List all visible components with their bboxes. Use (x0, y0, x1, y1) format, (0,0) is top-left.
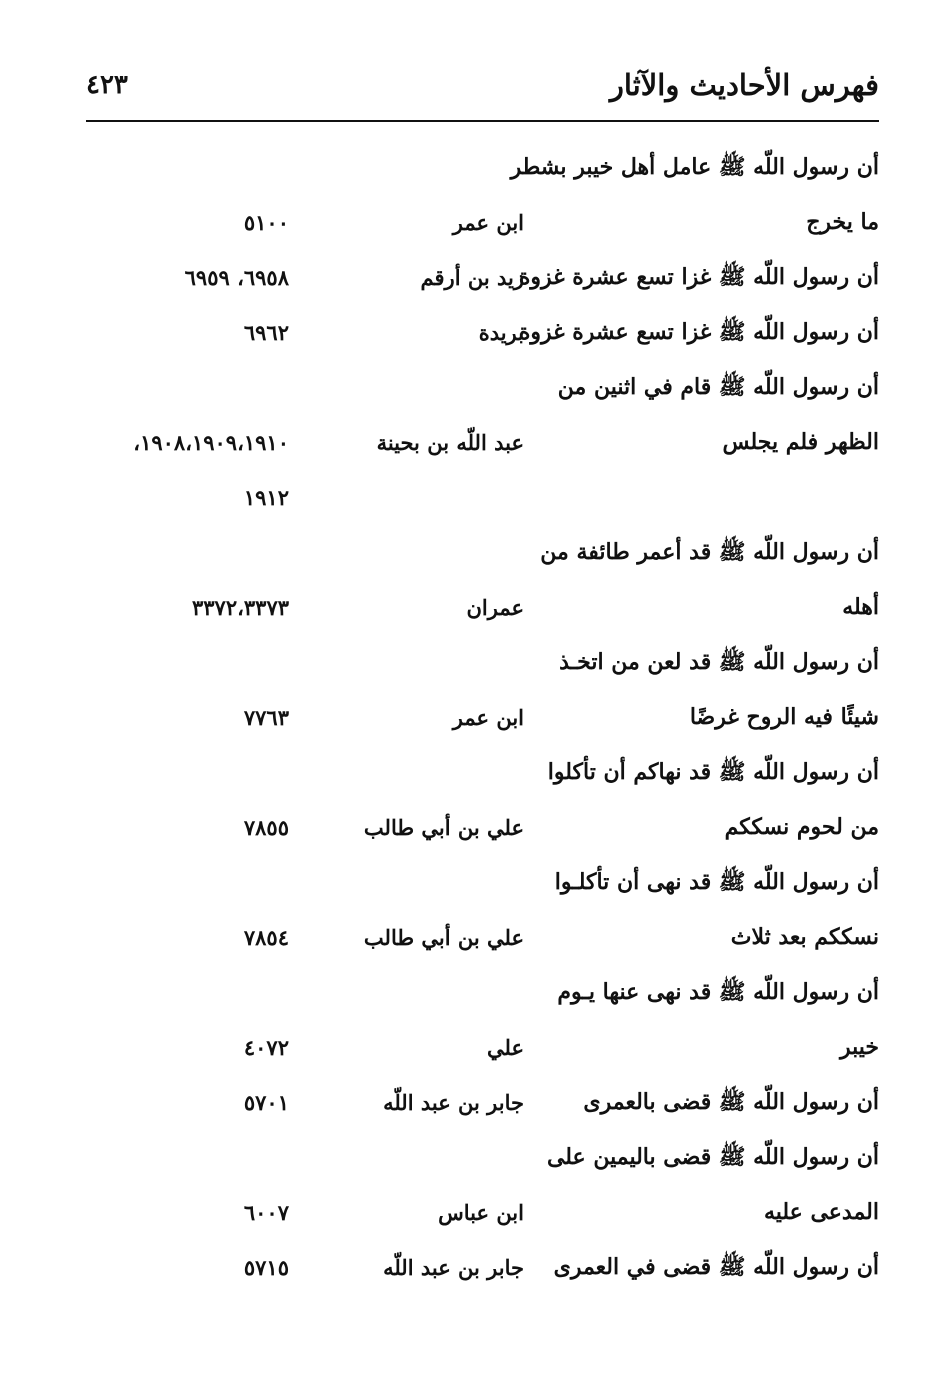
hadith-text: أهله (842, 594, 879, 620)
narrator-name: بريدة (478, 320, 524, 345)
hadith-numbers: ٥١٠٠ (243, 210, 289, 235)
hadith-numbers: ٣٣٧٢،٣٣٧٣ (191, 595, 289, 620)
narrator-name: عمران (466, 595, 524, 620)
index-entry-row (86, 360, 879, 415)
hadith-numbers: ٦٩٥٨، ٦٩٥٩ (184, 265, 289, 290)
index-entry-row (86, 525, 879, 580)
index-entry-row (86, 305, 879, 360)
index-entry-row (86, 195, 879, 250)
hadith-numbers: ٤٠٧٢ (243, 1035, 289, 1060)
hadith-text: أن رسول اللّه ﷺ قضى باليمين على (546, 1144, 879, 1170)
hadith-text: أن رسول اللّه ﷺ قد أعمر طائفة من (540, 539, 879, 565)
hadith-text: أن رسول اللّه ﷺ قد لعن من اتخـذ (559, 649, 879, 675)
hadith-text: المدعى عليه (763, 1199, 879, 1225)
index-entry-row (86, 1075, 879, 1130)
index-entry-row (86, 1020, 879, 1075)
hadith-text: أن رسول اللّه ﷺ قد نهى عنها يـوم (557, 979, 879, 1005)
hadith-text: من لحوم نسككم (724, 814, 879, 840)
hadith-numbers: ٦٩٦٢ (243, 320, 289, 345)
index-entry-row (86, 965, 879, 1020)
hadith-numbers: ٧٨٥٤ (243, 925, 289, 950)
narrator-name: علي (487, 1035, 524, 1060)
hadith-numbers: ٧٧٦٣ (243, 705, 289, 730)
page-header (86, 62, 879, 114)
index-entry-row (86, 635, 879, 690)
index-entry-row (86, 1240, 879, 1295)
hadith-text: أن رسول اللّه ﷺ قضى في العمرى (553, 1254, 879, 1280)
index-entry-row (86, 1130, 879, 1185)
index-entry-row (86, 580, 879, 635)
narrator-name: ابن عمر (452, 705, 524, 730)
narrator-name: زيد بن أرقم (420, 265, 524, 290)
hadith-text: أن رسول اللّه ﷺ عامل أهل خيبر بشطر (510, 154, 879, 180)
narrator-name: علي بن أبي طالب (363, 925, 524, 950)
index-entry-row (86, 910, 879, 965)
hadith-text: أن رسول اللّه ﷺ قد نهاكم أن تأكلوا (547, 759, 879, 785)
hadith-numbers: ٥٧١٥ (243, 1255, 289, 1280)
index-entry-row (86, 250, 879, 305)
narrator-name: جابر بن عبد اللّه (383, 1090, 524, 1115)
hadith-numbers: ٧٨٥٥ (243, 815, 289, 840)
index-entry-row (86, 800, 879, 855)
hadith-text: أن رسول اللّه ﷺ قام في اثنين من (557, 374, 879, 400)
hadith-text: أن رسول اللّه ﷺ غزا تسع عشرة غزوة (518, 319, 879, 345)
hadith-text: خيبر (839, 1034, 879, 1060)
narrator-name: علي بن أبي طالب (363, 815, 524, 840)
hadith-text: أن رسول اللّه ﷺ قد نهى أن تأكلـوا (554, 869, 879, 895)
index-entry-row (86, 140, 879, 195)
index-entry-row (86, 745, 879, 800)
hadith-numbers: ٥٧٠١ (243, 1090, 289, 1115)
index-entry-row (86, 1185, 879, 1240)
index-entry-row (86, 415, 879, 470)
hadith-text: أن رسول اللّه ﷺ غزا تسع عشرة غزوة (518, 264, 879, 290)
hadith-text: ما يخرج (806, 209, 879, 235)
narrator-name: عبد اللّه بن بحينة (376, 430, 524, 455)
index-entry-row (86, 855, 879, 910)
hadith-text: نسككم بعد ثلاث (730, 924, 879, 950)
hadith-numbers: ٦٠٠٧ (243, 1200, 289, 1225)
hadith-text: الظهر فلم يجلس (722, 429, 879, 455)
page-title: فهرس الأحاديث والآثار (609, 68, 879, 102)
index-entry-row (86, 470, 879, 525)
page-number: ٤٢٣ (86, 70, 128, 100)
index-entry-row (86, 690, 879, 745)
hadith-index-list (86, 140, 879, 1295)
hadith-text: شيئًا فيه الروح غرضًا (689, 704, 879, 730)
narrator-name: جابر بن عبد اللّه (383, 1255, 524, 1280)
narrator-name: ابن عباس (438, 1200, 524, 1225)
header-divider (86, 120, 879, 122)
hadith-text: أن رسول اللّه ﷺ قضى بالعمرى (583, 1089, 879, 1115)
narrator-name: ابن عمر (452, 210, 524, 235)
hadith-numbers: ١٩١٢ (243, 485, 289, 510)
hadith-numbers: ١٩٠٨،١٩٠٩،١٩١٠، (133, 430, 289, 455)
